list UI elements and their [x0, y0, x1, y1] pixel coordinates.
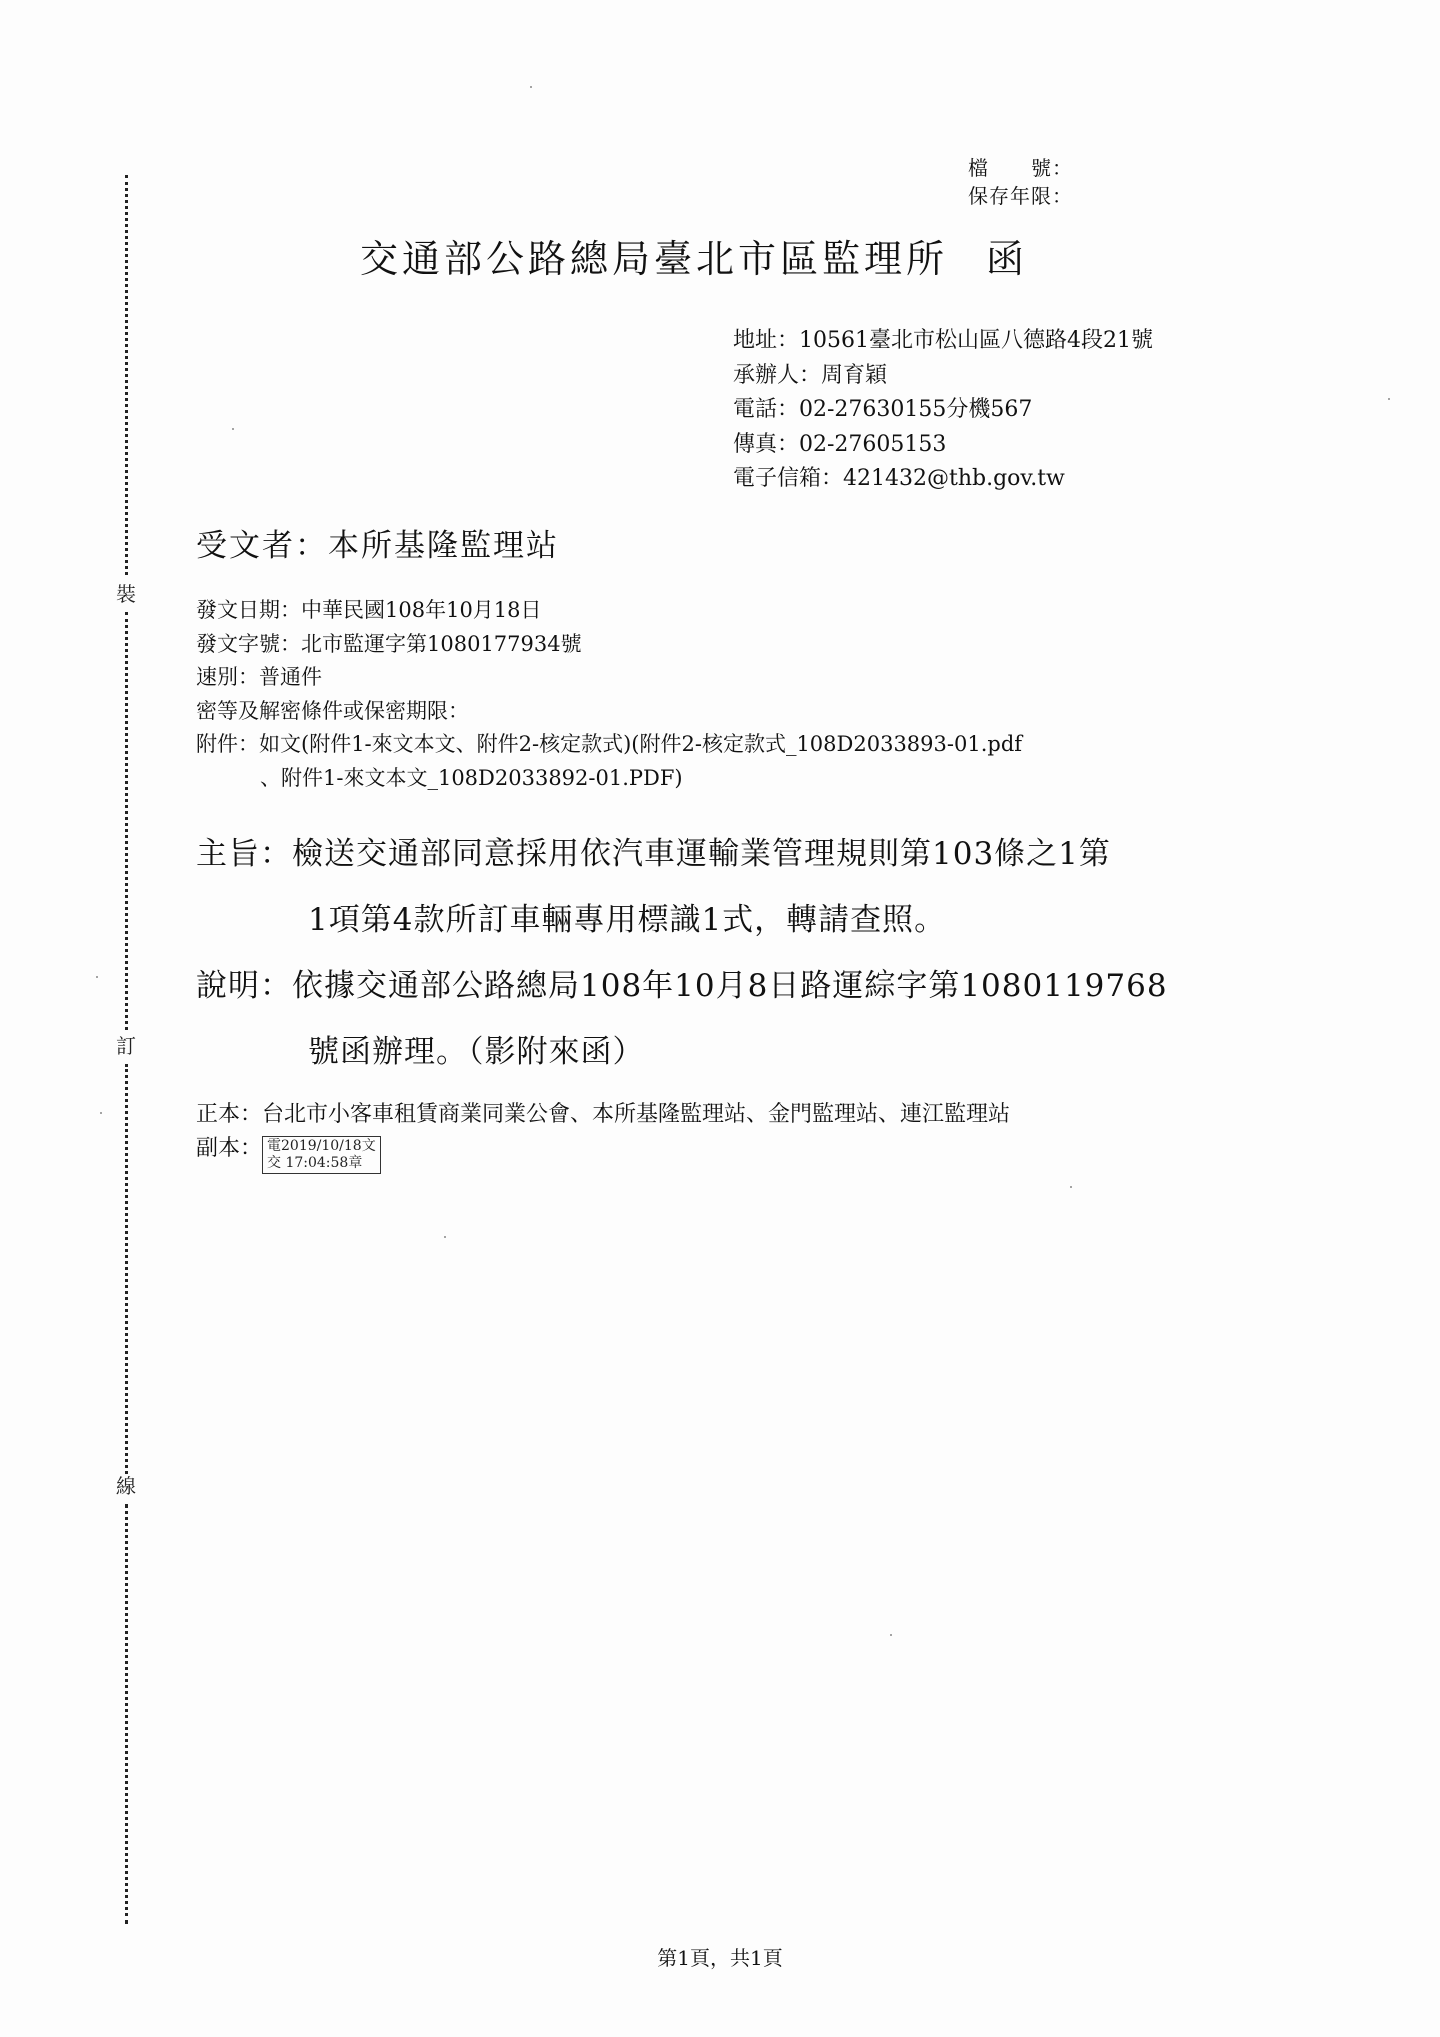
attachments-line-1: 附件：如文(附件1-來文本文、附件2-核定款式)(附件2-核定款式_108D2033893-01.pdf — [196, 732, 1023, 756]
document-meta — [196, 594, 1022, 795]
archive-retention-period: 保存年限： — [968, 184, 1073, 208]
binding-dotted-line-bottom — [125, 1504, 128, 1924]
binding-dotted-line-upper-mid — [125, 612, 128, 1030]
subject-line-2: 1項第4款所訂車輛專用標識1式，轉請查照。 — [308, 902, 947, 938]
contact-block — [733, 324, 1153, 497]
stamp-line-1: 電2019/10/18文 — [267, 1138, 376, 1154]
scan-speck — [890, 1634, 892, 1636]
contact-address: 地址：10561臺北市松山區八德路4段21號 — [733, 328, 1153, 353]
archive-file-number: 檔 號： — [968, 156, 1073, 180]
binding-dotted-line-top — [125, 175, 128, 575]
attachments-line-2: 、附件1-來文本文_108D2033892-01.PDF) — [260, 765, 683, 790]
scan-speck — [232, 428, 234, 430]
delivery-speed: 速別：普通件 — [196, 665, 322, 689]
scan-speck — [96, 976, 98, 978]
binding-label-ding: 訂 — [116, 1034, 136, 1058]
archive-info — [968, 154, 1073, 210]
stamp-line-2: 交 17:04:58章 — [267, 1155, 363, 1171]
page-number: 第1頁，共1頁 — [657, 1946, 783, 1970]
binding-label-xian: 線 — [116, 1474, 136, 1498]
reference-number: 發文字號：北市監運字第1080177934號 — [196, 631, 582, 656]
document-type: 函 — [986, 237, 1029, 281]
secrecy-level: 密等及解密條件或保密期限： — [196, 698, 469, 723]
binding-label-zhuang: 裝 — [116, 582, 136, 606]
original-recipients: 正本：台北市小客車租賃商業同業公會、本所基隆監理站、金門監理站、連江監理站 — [196, 1102, 1011, 1127]
contact-phone: 電話：02-27630155分機567 — [733, 397, 1033, 422]
copy-recipients-row — [196, 1132, 1010, 1174]
recipient: 受文者：本所基隆監理站 — [196, 528, 559, 564]
scan-speck — [1388, 398, 1390, 400]
scan-speck — [1070, 1186, 1072, 1188]
document-title — [360, 228, 1028, 283]
scan-speck — [100, 1112, 102, 1114]
explanation-line-1: 說明：依據交通部公路總局108年10月8日路運綜字第1080119768 — [196, 968, 1168, 1004]
binding-dotted-line-lower-mid — [125, 1064, 128, 1474]
issue-date: 發文日期：中華民國108年10月18日 — [196, 598, 542, 622]
contact-email: 電子信箱：421432@thb.gov.tw — [733, 466, 1065, 491]
distribution-block — [196, 1098, 1010, 1174]
scan-speck — [444, 1236, 446, 1238]
copy-label: 副本： — [196, 1136, 263, 1161]
scan-speck — [530, 86, 532, 88]
explanation-line-2: 號函辦理。（影附來函） — [308, 1034, 645, 1070]
dispatch-stamp — [262, 1136, 381, 1174]
contact-fax: 傳真：02-27605153 — [733, 431, 947, 457]
agency-name: 交通部公路總局臺北市區監理所 — [360, 237, 949, 281]
contact-handler: 承辦人：周育穎 — [733, 362, 888, 388]
subject-line-1: 主旨：檢送交通部同意採用依汽車運輸業管理規則第103條之1第 — [196, 836, 1111, 872]
